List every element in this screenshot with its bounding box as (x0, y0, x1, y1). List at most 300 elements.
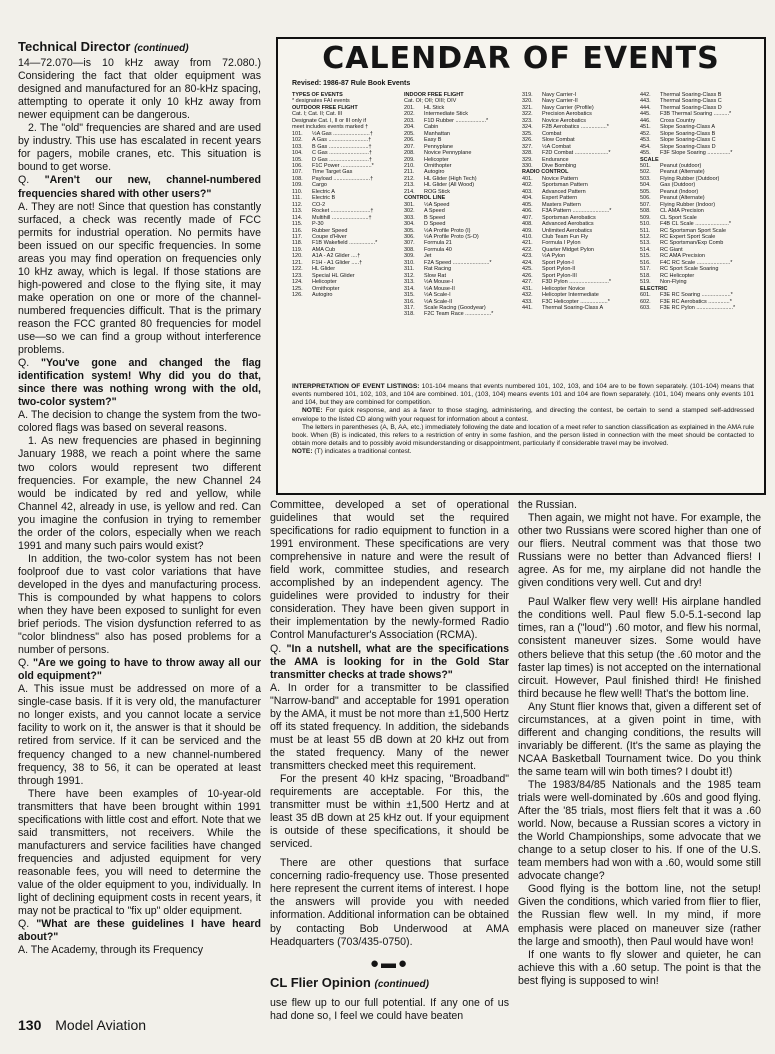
event-name: D Gas ..........................† (312, 156, 372, 163)
event-name: Novice Pattern (542, 175, 579, 182)
event-number: 114. (292, 214, 303, 221)
event-number: 508. (640, 208, 651, 215)
left-body (18, 57, 261, 957)
event-name: Rubber Speed (312, 227, 348, 234)
event-name: Ornithopter (424, 162, 452, 169)
event-number: 301. (404, 201, 415, 208)
event-number: 316. (404, 298, 415, 305)
event-number: 309. (404, 253, 415, 260)
event-number: 102. (292, 137, 303, 144)
event-name: Flying Rubber (Indoor) (660, 201, 716, 208)
event-number: 118. (292, 240, 303, 247)
event-number: 110. (292, 188, 303, 195)
middle-column (270, 499, 509, 1023)
event-number: 503. (640, 175, 651, 182)
answer-paragraph: A. In order for a transmitter to be classified "Narrow-band" and acceptable for 1991 operation by the AMA, it must be not more than ±1,500 Hertz off its stated frequency. In addition, the sidebands must be at least 55 dB down at 20 kHz out from the stated frequency. Many of the newer transmitters checked meet this requirement. (270, 681, 509, 772)
event-name: Dive Bombing (542, 162, 577, 169)
event-number: 505. (640, 188, 651, 195)
calendar-notes (292, 383, 754, 456)
calendar-note-line: Cat. I; Cat. II; Cat. III (292, 111, 343, 118)
event-number: 327. (522, 143, 533, 150)
question-paragraph (18, 174, 261, 200)
event-name: Autogiro (312, 292, 333, 299)
event-name: F3D Pylon ..........................* (542, 279, 612, 286)
question-label: Q. (18, 357, 30, 370)
body-paragraph: the Russian. (518, 499, 577, 511)
event-name: AMA Cub (312, 246, 336, 253)
event-number: 329. (522, 156, 533, 163)
event-number: 407. (522, 214, 533, 221)
event-number: 203. (404, 117, 415, 124)
event-name: Pennyplane (424, 143, 454, 150)
event-number: 109. (292, 182, 303, 189)
event-name: Electric B (312, 195, 336, 202)
event-name: Peanut (Alternate) (660, 195, 705, 202)
event-number: 509. (640, 214, 651, 221)
event-name: Quarter Midget Pylon (542, 246, 594, 253)
event-number: 311. (404, 266, 415, 273)
event-number: 421. (522, 240, 533, 247)
event-number: 514. (640, 246, 651, 253)
body-paragraph: There are other questions that surface concerning radio-frequency use. Those presented here represent the current items of interest. I hope the answers will provide you with needed information. Additional information can be obtained by contacting Bob Underwood at AMA Headquarters (703/435-0750). (270, 857, 509, 948)
event-name: ½A Mouse-II (424, 285, 455, 292)
question-label: Q. (18, 174, 30, 187)
event-name: ½A Profile Proto (I) (424, 227, 471, 234)
calendar-revised-note: Revised: 1986-87 Rule Book Events (292, 80, 411, 87)
event-number: 214. (404, 188, 415, 195)
note-lead: NOTE: (292, 448, 313, 456)
event-number: 423. (522, 253, 533, 260)
event-name: RC Giant (660, 246, 683, 253)
calendar-event-row (522, 305, 634, 311)
question-text: "Are we going to have to throw away all our old equipment?" (18, 657, 261, 683)
question-label: Q. (270, 642, 282, 655)
right-column (518, 499, 761, 988)
calendar-note-line: Designate Cat. I, II or III only if (292, 117, 366, 124)
event-name: Peanut (outdoor) (660, 162, 702, 169)
calendar-note-paragraph (292, 407, 754, 423)
calendar-event-row (292, 292, 404, 298)
event-name: Rocket ..........................† (312, 208, 374, 215)
event-number: 516. (640, 259, 651, 266)
event-number: 405. (522, 201, 533, 208)
event-number: 121. (292, 259, 303, 266)
event-name: Sport Pylon-II (542, 266, 576, 273)
calendar-section-heading: OUTDOOR FREE FLIGHT (292, 104, 358, 111)
event-name: Cargo (312, 182, 327, 189)
event-number: 425. (522, 266, 533, 273)
event-name: RC Sportsman Sport Scale (660, 227, 727, 234)
event-name: Formula I Pylon (542, 240, 581, 247)
middle-body (270, 499, 509, 949)
event-number: 201. (404, 104, 415, 111)
event-number: 120. (292, 253, 303, 260)
event-number: 213. (404, 182, 415, 189)
event-name: Advanced Pattern (542, 188, 586, 195)
event-number: 112. (292, 201, 303, 208)
event-name: B Speed (424, 214, 446, 221)
event-name: ½A Pylon (542, 253, 566, 260)
calendar-section-heading: INDOOR FREE FLIGHT (404, 92, 464, 98)
event-number: 210. (404, 162, 415, 169)
note-text: The letters in parentheses (A, B, AA, etc.) immediately following the date and location of a meet refer to sanction classification as explained in the AMA rule book. When (B) is indicated, this refers to a restriction of entry in some fashion, and the person listed in connection with the meet should be contacted to obtain more details and to possibly avoid misunderstanding or disappointment, particularly if considerable travel may be involved. (292, 423, 754, 448)
event-number: 330. (522, 162, 533, 169)
event-name: HL Glider (All Wood) (424, 182, 475, 189)
event-name: Formula 21 (424, 240, 452, 247)
event-name: Sportsman Pattern (542, 182, 588, 189)
event-name: Thermal Soaring-Class D (660, 104, 722, 111)
event-name: ½A Scale-I (424, 292, 451, 299)
event-name: RC Sport Scale Soaring (660, 266, 719, 273)
event-name: Easy B (424, 137, 442, 144)
event-number: 314. (404, 285, 415, 292)
event-name: Non-Flying (660, 279, 687, 286)
event-number: 101. (292, 130, 303, 137)
event-name: F1C Power ....................* (312, 162, 374, 169)
event-name: Precision Aerobatics (542, 111, 592, 118)
event-name: ½A Scale-II (424, 298, 453, 305)
note-text: For quick response, and as a favor to those staging, administering, and directing the contest, be certain to send a stamped self-addressed envelope to the listed CD along with your request for information about a contest. (292, 407, 754, 423)
event-name: CO-2 (312, 201, 326, 208)
body-paragraph: Good flying is the bottom line, not the setup! Given the conditions, which varied from flier to flier, the Russian flew well. In my mind, if more emphasis were placed on maneuver size (rather the large and smooth), then Paul would have won! (518, 883, 761, 948)
calendar-column-2 (404, 92, 516, 318)
event-number: 306. (404, 233, 415, 240)
note-lead: NOTE: (302, 407, 323, 415)
event-name: Gas (Outdoor) (660, 182, 696, 189)
question-text: "Aren't our new, channel-numbered frequencies shared with other users?" (18, 174, 261, 200)
event-number: 209. (404, 156, 415, 163)
event-name: Unlimited Aerobatics (542, 227, 593, 234)
event-number: 401. (522, 175, 533, 182)
event-number: 123. (292, 272, 303, 279)
event-name: RC AMA Precision (660, 253, 705, 260)
event-name: Slope Soaring-Class D (660, 143, 716, 150)
event-name: Combat (542, 130, 562, 137)
event-name: Navy Carrier-I (542, 92, 577, 98)
event-name: ½A Speed (424, 201, 450, 208)
event-name: A Gas ..........................† (312, 137, 372, 144)
event-number: 312. (404, 272, 415, 279)
event-name: ½A Profile Proto (S-O) (424, 233, 479, 240)
event-name: Time Target Gas (312, 169, 353, 176)
event-number: 321. (522, 104, 533, 111)
event-number: 126. (292, 292, 303, 299)
event-number: 124. (292, 279, 303, 286)
event-name: Endurance (542, 156, 569, 163)
event-name: HL Stick (424, 104, 445, 111)
calendar-note-line: * designates FAI events (292, 98, 350, 105)
event-name: Navy Carrier-II (542, 98, 578, 105)
note-text: (T) indicates a traditional contest. (314, 448, 412, 456)
section-separator: ●▬● (369, 954, 410, 972)
event-number: 519. (640, 279, 651, 286)
event-number: 117. (292, 233, 303, 240)
event-number: 433. (522, 298, 533, 305)
event-number: 115. (292, 221, 303, 228)
event-name: Slow Combat (542, 137, 575, 144)
event-number: 116. (292, 227, 303, 234)
event-number: 501. (640, 162, 651, 169)
body-paragraph: Any Stunt flier knows that, given a different set of circumstances, at a given point in time, with different and changing conditions, the results will invariably be different. (It's the same as playing the NCAA Basketball Tournament twice. Do you think the same team will win both times? I doubt it!) (518, 700, 761, 778)
event-name: F3E RC Soaring ...................* (660, 292, 733, 299)
body-paragraph: The 1983/84/85 Nationals and the 1985 team trials were well-dominated by .60s and good flying. After the '85 trials, most fliers felt that it was a .60 world. Now, because a Russian scores a victory in the World Championships, some advocate that we change to a setup closer to his. If one of the U.S. team members had won with a .60, would some still advocate change? (518, 778, 761, 883)
event-number: 202. (404, 111, 415, 118)
calendar-event-row (404, 311, 516, 317)
event-number: 204. (404, 124, 415, 131)
event-number: 304. (404, 221, 415, 228)
event-number: 510. (640, 221, 651, 228)
event-name: Manhattan (424, 130, 450, 137)
event-name: F1H - A1 Glider .....† (312, 259, 363, 266)
body-paragraph: If one wants to fly slower and quieter, he can achieve this with a .60 setup. The point is that the best flying is supposed to win! (518, 948, 761, 987)
event-name: Sportsman Aerobatics (542, 214, 596, 221)
event-number: 317. (404, 304, 415, 311)
event-number: 444. (640, 104, 651, 111)
event-name: Masters Pattern (542, 201, 581, 208)
answer-paragraph: A. This issue must be addressed on more of a single-case basis. If it is very old, the manufacturer no longer exists, and you cannot locate a service facility to work on it, the answer is that it should be retired from service. If it can be serviced and the frequency changed to a new channel-numbered frequency, 38 to 56, it can be operated at least through 1991. (18, 683, 261, 787)
event-name: Advanced Aerobatics (542, 221, 594, 228)
event-number: 205. (404, 130, 415, 137)
body-paragraph: For the present 40 kHz spacing, "Broadband" requirements are acceptable. For this, the transmitter must be within ±1,500 Hertz and at least 35 dB down at 25 kHz out. If your equipment is outside of these specifications, it should be serviced. (270, 772, 509, 851)
event-number: 211. (404, 169, 415, 176)
event-name: Multihill ........................† (312, 214, 372, 221)
event-name: RC Helicopter (660, 272, 695, 279)
event-name: Peanut (Indoor) (660, 188, 699, 195)
event-number: 325. (522, 130, 533, 137)
question-paragraph (270, 643, 509, 682)
event-number: 601. (640, 292, 651, 299)
question-paragraph (18, 657, 261, 683)
publication-name: Model Aviation (55, 1017, 147, 1033)
event-number: 324. (522, 124, 533, 131)
heading-continued: (continued) (134, 43, 189, 54)
body-paragraph: 1. As new frequencies are phased in beginning January 1988, we reach a point where the same two colors would represent two different frequencies. For example, the new Channel 24 would be indicated by red and yellow, while Channel 42, already in use, is yellow and red. Can you imagine the confusion in trying to remember the order of the colors, especially when we reach 1991 and many such pairs would exist? (18, 435, 261, 552)
event-name: C Gas ..........................† (312, 150, 372, 157)
event-name: Helicopter Novice (542, 285, 586, 292)
event-name: A Speed (424, 208, 445, 215)
event-number: 507. (640, 201, 651, 208)
event-name: Thermal Soaring-Class C (660, 98, 722, 105)
event-number: 315. (404, 292, 415, 299)
event-number: 517. (640, 266, 651, 273)
event-number: 302. (404, 208, 415, 215)
page-number: 130 (18, 1017, 42, 1033)
event-number: 445. (640, 111, 651, 118)
event-number: 404. (522, 195, 533, 202)
event-number: 424. (522, 259, 533, 266)
event-name: F1B Wakefield .................* (312, 240, 378, 247)
event-name: Thermal Soaring-Class A (542, 304, 604, 311)
event-number: 455. (640, 150, 651, 157)
event-number: 307. (404, 240, 415, 247)
event-name: F2C Team Race .................* (424, 311, 494, 318)
question-text: "You've gone and changed the flag identification system! Why did you do that, since there was nothing wrong with the old, two-color system?" (18, 357, 261, 409)
event-number: 104. (292, 150, 303, 157)
event-number: 119. (292, 246, 303, 253)
right-body (518, 499, 761, 988)
cl-paragraph: use flew up to our full potential. If any one of us had done so, I feel we could have beaten (270, 996, 509, 1022)
event-name: ½A Combat (542, 143, 571, 150)
cl-heading-continued: (continued) (374, 978, 429, 990)
event-number: 513. (640, 240, 651, 247)
event-number: 506. (640, 195, 651, 202)
event-name: F3E RC Pylon ........................* (660, 304, 736, 311)
body-paragraph: 14—72.070—is 10 kHz away from 72.080.) Considering the fact that older equipment was designed and manufactured for an 80-kHz spacing, attempting to operate it only 10 kHz away from newer equipment can be dangerous. (18, 57, 261, 122)
event-name: Slope Soaring-Class A (660, 124, 716, 131)
event-number: 308. (404, 246, 415, 253)
event-number: 602. (640, 298, 651, 305)
question-paragraph (18, 357, 261, 409)
event-name: F1D Rubber ....................* (424, 117, 489, 124)
event-number: 402. (522, 182, 533, 189)
event-name: Intermediate Stick (424, 111, 469, 118)
body-paragraph: Committee, developed a set of operational guidelines that would set the required specifications for radio equipment to function in a 1991 environment. These specifications are very comprehensive in nature and were the result of field work, committee studies, and research accomplished by an independent agency. The guidelines were provided to industry for their consideration. They have been given support in their implementation by the newly-formed Radio Control Manufacturer's Association (RCMA). (270, 499, 509, 642)
note-lead: INTERPRETATION OF EVENT LISTINGS: (292, 383, 420, 390)
event-name: Ornithopter (312, 285, 340, 292)
event-number: 206. (404, 137, 415, 144)
event-number: 111. (292, 195, 302, 202)
event-number: 406. (522, 208, 533, 215)
event-name: F2D Combat ......................* (542, 150, 611, 157)
event-number: 426. (522, 272, 533, 279)
event-name: Cross Country (660, 117, 696, 124)
event-name: Sport Pylon-III (542, 272, 577, 279)
event-number: 323. (522, 117, 533, 124)
event-name: Coupe d'Hiver (312, 233, 347, 240)
event-name: Payload ........................† (312, 175, 374, 182)
event-number: 452. (640, 130, 651, 137)
event-number: 502. (640, 169, 651, 176)
event-name: ½A Mouse-I (424, 279, 454, 286)
event-number: 322. (522, 111, 533, 118)
cl-heading-text: CL Flier Opinion (270, 974, 371, 990)
event-name: Club Team Fun Fly (542, 233, 589, 240)
calendar-note-paragraph (292, 448, 754, 456)
event-number: 432. (522, 292, 533, 299)
event-name: F4B CL Scale ......................* (660, 221, 732, 228)
calendar-section-heading: TYPES OF EVENTS (292, 92, 343, 98)
left-column (18, 40, 261, 957)
event-name: Scale Racing (Goodyear) (424, 304, 486, 311)
event-name: Slope Soaring-Class C (660, 137, 716, 144)
calendar-title: CALENDAR OF EVENTS (322, 41, 720, 76)
calendar-column-4 (640, 92, 756, 311)
event-name: F2A Speed ........................* (424, 259, 492, 266)
heading-text: Technical Director (18, 39, 131, 54)
event-number: 113. (292, 208, 303, 215)
event-number: 410. (522, 233, 533, 240)
event-number: 310. (404, 259, 415, 266)
event-number: 207. (404, 143, 415, 150)
event-number: 106. (292, 162, 303, 169)
event-name: Formula 40 (424, 246, 452, 253)
event-name: Sport Pylon-I (542, 259, 574, 266)
event-number: 427. (522, 279, 533, 286)
event-number: 408. (522, 221, 533, 228)
event-name: Cabin (424, 124, 439, 131)
event-name: Thermal Soaring-Class B (660, 92, 722, 98)
event-number: 319. (522, 92, 533, 98)
event-name: HL Glider (312, 266, 336, 273)
event-number: 446. (640, 117, 651, 124)
event-name: Expert Pattern (542, 195, 578, 202)
event-number: 212. (404, 175, 415, 182)
body-paragraph: 2. The "old" frequencies are shared and are used by industry. This use has escalated in recent years for pagers, mobile cranes, etc. This situation is bound to get worse. (18, 122, 261, 174)
event-name: Jet (424, 253, 432, 260)
event-number: 504. (640, 182, 651, 189)
event-name: Autogiro (424, 169, 445, 176)
question-text: "In a nutshell, what are the specifications the AMA is looking for in the Gold Star transmitter checks at trade shows?" (270, 642, 509, 681)
calendar-section-heading: RADIO CONTROL (522, 169, 569, 176)
event-name: F3F Slope Soaring ...............* (660, 150, 733, 157)
event-number: 326. (522, 137, 533, 144)
event-name: Slope Soaring-Class B (660, 130, 716, 137)
event-number: 454. (640, 143, 651, 150)
event-name: ½A Gas ........................† (312, 130, 373, 137)
event-name: F4C RC Scale ......................* (660, 259, 733, 266)
event-number: 515. (640, 253, 651, 260)
event-name: Novice Pennyplane (424, 150, 472, 157)
event-name: Rat Racing (424, 266, 452, 273)
event-number: 441. (522, 304, 533, 311)
body-paragraph: Paul Walker flew very well! His airplane handled the conditions well. Paul flew 5.0-5.1-second lap times, ran a ("loud") .60 motor, and flew his normal, consistent maneuver sizes. Some would have others believe that this setup (the .60 motor and the faster lap times) is not accepted on the international circuit. However, Paul finished third! He finished third because he flew well! That's the bottom line. (518, 596, 761, 700)
event-number: 318. (404, 311, 415, 318)
event-number: 320. (522, 98, 533, 105)
event-number: 442. (640, 92, 651, 98)
calendar-section-heading: ELECTRIC (640, 285, 668, 292)
calendar-note-line: Cat. OI; OII; OIII; OIV (404, 98, 457, 105)
cl-flier-opinion-heading (270, 976, 509, 991)
event-name: RC Expert Sport Scale (660, 233, 716, 240)
event-number: 305. (404, 227, 415, 234)
event-number: 107. (292, 169, 303, 176)
event-number: 409. (522, 227, 533, 234)
calendar-note-line: meet includes events marked † (292, 124, 369, 131)
event-name: Helicopter Intermediate (542, 292, 599, 299)
event-number: 108. (292, 175, 303, 182)
body-paragraph: In addition, the two-color system has not been foolproof due to vast color variations that have developed in the dyes and manufacturing process. This is compounded by what happens to colors when they have been exposed to sunlight for even brief periods. The vision dysfunction referred to as "color blindness" also has posed problems for a number of persons. (18, 552, 261, 657)
event-number: 208. (404, 150, 415, 157)
event-name: D Speed (424, 221, 446, 228)
calendar-section-heading: CONTROL LINE (404, 195, 446, 202)
event-number: 451. (640, 124, 651, 131)
event-name: Helicopter (312, 279, 337, 286)
event-number: 422. (522, 246, 533, 253)
calendar-section-heading: SCALE (640, 156, 659, 163)
page-footer (18, 1017, 146, 1033)
question-label: Q. (18, 657, 30, 670)
article-heading (18, 40, 261, 55)
event-name: F3C Helicopter ..................* (542, 298, 610, 305)
question-text: "What are these guidelines I have heard about?" (18, 918, 261, 944)
event-name: HL Glider (High Tech) (424, 175, 477, 182)
event-number: 518. (640, 272, 651, 279)
calendar-event-row (640, 305, 756, 311)
calendar-column-1 (292, 92, 404, 299)
event-name: Peanut (Alternate) (660, 169, 705, 176)
event-name: Electric A (312, 188, 335, 195)
event-number: 103. (292, 143, 303, 150)
event-name: F3A Pattern ........................* (542, 208, 612, 215)
answer-paragraph: A. They are not! Since that question has constantly surfaced, a check was recently made of FCC permits for industrial operation. No permits have been issued on our specific frequencies. In some areas you may find operation on frequencies only 10 kHz away, which is legal. If those stations are high-powered and close to the flying site, it may make operation on one or more of the channel-numbered frequencies difficult. That is the primary reason the FCC granted 80 frequencies for model use—so we can find a group without interference problems. (18, 200, 261, 357)
question-label: Q. (18, 918, 30, 931)
event-name: ROG Stick (424, 188, 450, 195)
note-text: 101-104 means that events numbered 101, 102, 103, and 104 are to be flown separately. (101-104) means that events numbered 101, 102, 103, and 104 are combined. 101, (103, 104) means events 101 and 104 are flown separately. (101, 104) means only events 101 and 104, but they are combined for competition. (292, 383, 754, 407)
event-name: Slow Rat (424, 272, 447, 279)
calendar-of-events-box (276, 37, 766, 495)
event-name: B Gas ..........................† (312, 143, 372, 150)
event-name: Helicopter (424, 156, 449, 163)
